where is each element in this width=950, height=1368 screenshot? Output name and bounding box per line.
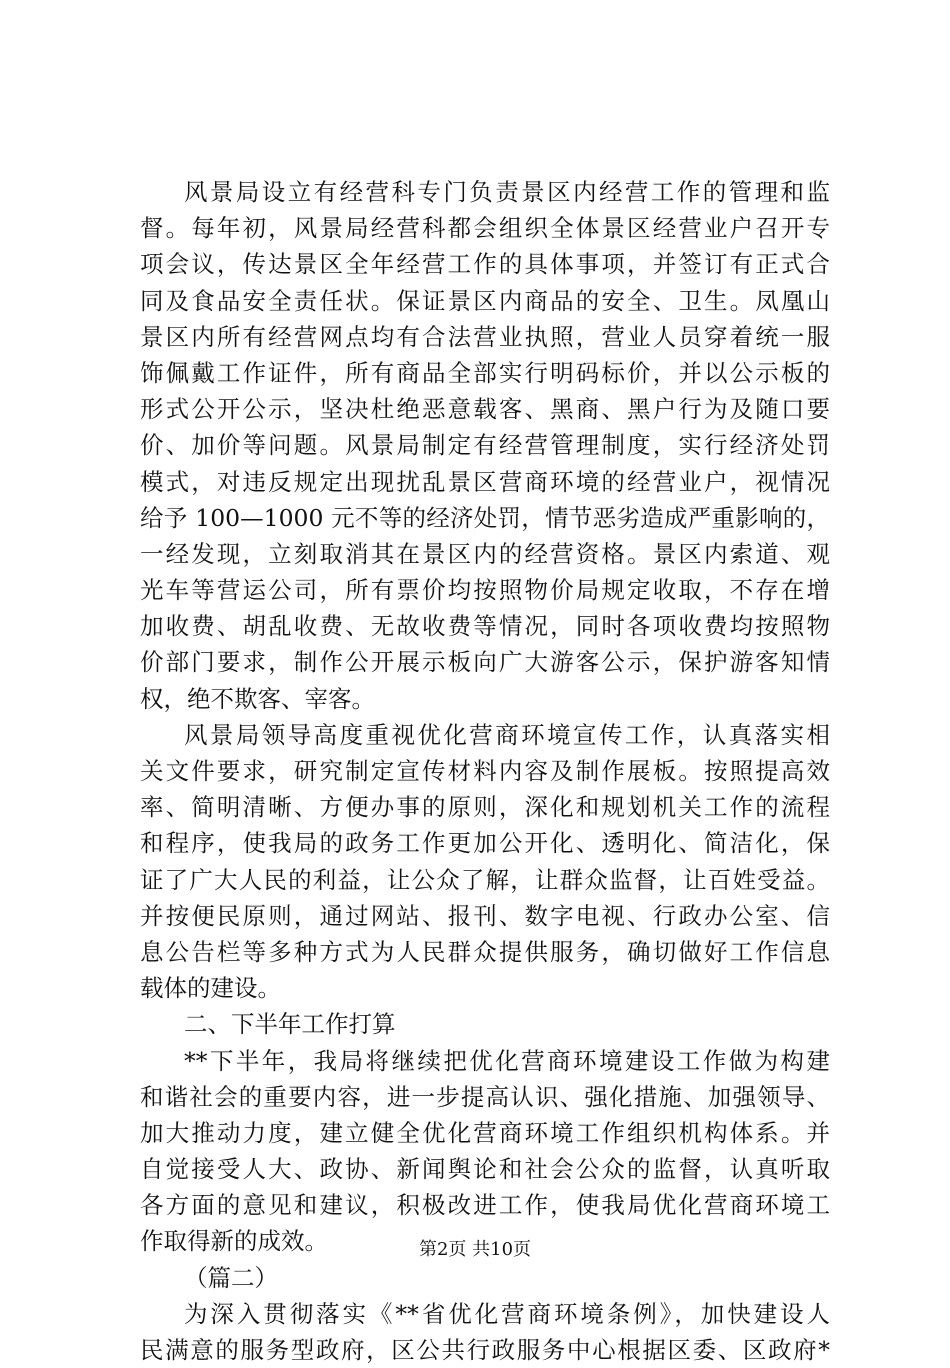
paragraph-line: 风景局设立有经营科专门负责景区内经营工作的管理和监 bbox=[184, 178, 830, 206]
paragraph-line: 项会议，传达景区全年经营工作的具体事项，并签订有正式合 bbox=[140, 250, 830, 279]
section-heading: 二、下半年工作打算 bbox=[184, 1010, 396, 1039]
paragraph-line: 饰佩戴工作证件，所有商品全部实行明码标价，并以公示板的 bbox=[140, 358, 830, 387]
section-subheading: （篇二） bbox=[184, 1263, 278, 1292]
paragraph-line: 息公告栏等多种方式为人民群众提供服务，确切做好工作信息 bbox=[140, 937, 830, 966]
document-body bbox=[140, 174, 830, 1368]
paragraph-line: 加大推动力度，建立健全优化营商环境工作组织机构体系。并 bbox=[140, 1118, 830, 1147]
paragraph-line: 自觉接受人大、政协、新闻舆论和社会公众的监督，认真听取 bbox=[140, 1155, 830, 1184]
paragraph-line: 各方面的意见和建议，积极改进工作，使我局优化营商环境工 bbox=[140, 1191, 830, 1220]
paragraph-line: 关文件要求，研究制定宣传材料内容及制作展板。按照提高效 bbox=[140, 757, 830, 785]
paragraph-line: 权，绝不欺客、宰客。 bbox=[140, 684, 375, 713]
paragraph-line: 为深入贯彻落实《**省优化营商环境条例》，加快建设人 bbox=[184, 1299, 830, 1328]
paragraph-line: **下半年，我局将继续把优化营商环境建设工作做为构建 bbox=[184, 1046, 830, 1075]
paragraph-line: 率、简明清晰、方便办事的原则，深化和规划机关工作的流程 bbox=[140, 793, 830, 822]
paragraph-line: 模式，对违反规定出现扰乱景区营商环境的经营业户，视情况 bbox=[140, 467, 830, 496]
paragraph-line: 载体的建设。 bbox=[140, 974, 281, 1003]
paragraph-line: 作取得新的成效。 bbox=[140, 1227, 328, 1256]
paragraph-line: 同及食品安全责任状。保证景区内商品的安全、卫生。凤凰山 bbox=[140, 286, 830, 315]
paragraph-line: 价部门要求，制作公开展示板向广大游客公示，保护游客知情 bbox=[140, 648, 830, 677]
paragraph-line: 加收费、胡乱收费、无故收费等情况，同时各项收费均按照物 bbox=[140, 612, 830, 641]
paragraph-line: 景区内所有经营网点均有合法营业执照，营业人员穿着统一服 bbox=[140, 322, 830, 351]
paragraph-line: 并按便民原则，通过网站、报刊、数字电视、行政办公室、信 bbox=[140, 901, 830, 930]
paragraph-line: 证了广大人民的利益，让公众了解，让群众监督，让百姓受益。 bbox=[140, 865, 830, 894]
paragraph-line: 光车等营运公司，所有票价均按照物价局规定收取，不存在增 bbox=[140, 576, 830, 605]
paragraph-line: 风景局领导高度重视优化营商环境宣传工作，认真落实相 bbox=[184, 720, 830, 749]
paragraph-line: 一经发现，立刻取消其在景区内的经营资格。景区内索道、观 bbox=[140, 539, 830, 568]
paragraph-line: 给予 100—1000 元不等的经济处罚，情节恶劣造成严重影响的， bbox=[140, 503, 830, 532]
paragraph-line: 和程序，使我局的政务工作更加公开化、透明化、简洁化，保 bbox=[140, 829, 830, 858]
paragraph-line: 和谐社会的重要内容，进一步提高认识、强化措施、加强领导、 bbox=[140, 1082, 830, 1111]
paragraph-line: 形式公开公示，坚决杜绝恶意载客、黑商、黑户行为及随口要 bbox=[140, 395, 830, 424]
paragraph-line: 民满意的服务型政府，区公共行政服务中心根据区委、区政府* bbox=[140, 1336, 830, 1364]
paragraph-line: 价、加价等问题。风景局制定有经营管理制度，实行经济处罚 bbox=[140, 431, 830, 460]
paragraph-line: 督。每年初，风景局经营科都会组织全体景区经营业户召开专 bbox=[140, 214, 830, 243]
page-number-footer: 第2页 共10页 bbox=[418, 1239, 532, 1260]
